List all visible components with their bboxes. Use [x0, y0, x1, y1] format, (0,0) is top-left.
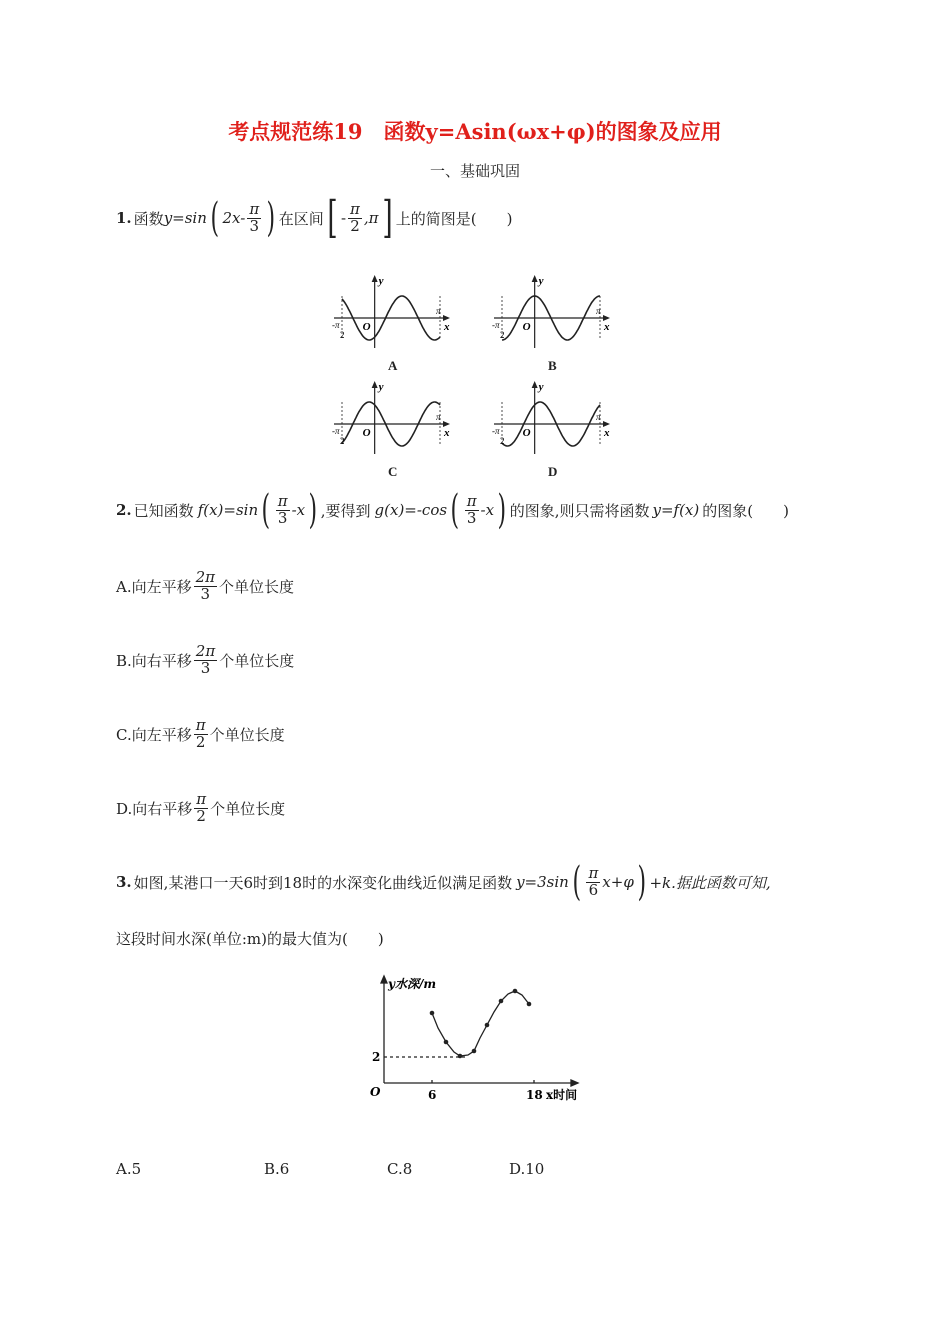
y-tick-label: 2: [372, 1050, 381, 1064]
left-paren: (: [572, 859, 581, 905]
origin-label: O: [362, 427, 371, 439]
q2-text4: 的图象( ): [702, 501, 789, 520]
q3-choice-d[interactable]: D.10: [509, 1160, 545, 1178]
left-tick-den: 2: [500, 436, 505, 446]
y-axis-arrow: [532, 381, 538, 388]
x-axis-label: x时间: [546, 1088, 578, 1102]
data-point: [430, 1011, 435, 1016]
x-tick-label-6: 6: [428, 1088, 437, 1102]
left-bracket: [: [327, 192, 338, 243]
q1-graph-label: A: [388, 358, 398, 373]
q2-yf: y=f(x): [652, 501, 700, 519]
q2-option-a[interactable]: A.向左平移 $\frac{2\pi}{3}$ 个单位长度: [116, 568, 295, 603]
data-point: [444, 1040, 449, 1045]
q1-inner: 2x-: [222, 209, 246, 227]
origin-label: O: [522, 321, 531, 333]
minus-sign: -: [340, 209, 347, 227]
x-tick-label-18: 18: [526, 1088, 543, 1102]
q3-graph: [360, 968, 590, 1108]
y-label: y: [538, 275, 544, 287]
right-tick: π: [596, 412, 601, 422]
q1-text-after: 上的简图是( ): [395, 209, 513, 228]
q3-choice-b[interactable]: B.6: [264, 1160, 290, 1178]
q2-fx: -x: [291, 501, 306, 519]
q3-fx: x+φ: [602, 873, 634, 891]
question-number: 1.: [116, 209, 132, 227]
q3-line2: 这段时间水深(单位:m)的最大值为( ): [116, 930, 384, 948]
left-tick-den: 2: [340, 436, 345, 446]
y-label: y: [378, 381, 384, 393]
q1-graph-label: D: [548, 464, 558, 479]
page-title: 考点规范练19 函数y=Asin(ωx+φ)的图象及应用: [228, 119, 722, 144]
y-label: y: [538, 381, 544, 393]
origin-label: O: [370, 1085, 381, 1099]
x-label: x: [444, 321, 450, 333]
question-2: [116, 487, 789, 533]
q1-text-mid: 在区间: [278, 209, 324, 228]
question-3: [116, 859, 771, 905]
question-number: 2.: [116, 501, 132, 519]
y-axis-arrow: [381, 976, 387, 983]
q1-graph-a: [330, 272, 455, 354]
question-number: 3.: [116, 873, 132, 891]
left-tick-num: -π: [332, 426, 340, 436]
fraction: $\frac{\pi}{3}$: [249, 199, 260, 235]
x-label: x: [604, 427, 610, 439]
left-tick-num: -π: [492, 426, 500, 436]
left-paren: (: [210, 195, 219, 241]
y-axis-label: y水深/m: [388, 977, 437, 991]
fraction: $\frac{\pi}{2}$: [350, 199, 360, 235]
right-bracket: ]: [381, 192, 393, 243]
data-point: [485, 1023, 490, 1028]
fraction: $\frac{\pi}{3}$: [466, 491, 477, 527]
data-point: [472, 1049, 477, 1054]
origin-label: O: [362, 321, 371, 333]
q3-text2: +k.据此函数可知,: [649, 873, 771, 892]
left-tick-num: -π: [492, 320, 500, 330]
fraction: $\frac{\pi}{3}$: [277, 491, 288, 527]
q1-graph-c: [330, 378, 455, 460]
right-paren: ): [497, 487, 507, 533]
question-1: [116, 192, 513, 243]
data-point: [527, 1002, 532, 1007]
fraction: $\frac{\pi}{6}$: [588, 863, 599, 899]
interval-right: ,π: [363, 209, 379, 227]
right-tick: π: [436, 306, 441, 316]
q2-option-c[interactable]: C.向左平移 $\frac{\pi}{2}$ 个单位长度: [116, 716, 285, 751]
left-tick-den: 2: [340, 330, 345, 340]
y-axis-arrow: [372, 381, 378, 388]
data-point: [499, 999, 504, 1004]
data-point: [513, 989, 518, 994]
left-paren: (: [450, 487, 460, 533]
q3-text: 如图,某港口一天6时到18时的水深变化曲线近似满足函数: [133, 873, 513, 892]
data-points: [430, 989, 532, 1059]
q1-function: y=sin: [163, 209, 207, 227]
q2-text2: ,要得到: [320, 501, 371, 520]
origin-label: O: [522, 427, 531, 439]
x-label: x: [604, 321, 610, 333]
y-axis-arrow: [372, 275, 378, 282]
left-paren: (: [261, 487, 271, 533]
right-paren: ): [637, 859, 646, 905]
q1-text: 函数: [133, 209, 164, 228]
q2-gx: -x: [480, 501, 495, 519]
q3-choice-a[interactable]: A.5: [116, 1160, 142, 1178]
right-paren: ): [308, 487, 318, 533]
right-paren: ): [266, 195, 276, 241]
left-tick-num: -π: [332, 320, 340, 330]
q2-f: f(x)=sin: [197, 501, 259, 519]
q2-g: g(x)=-cos: [374, 501, 448, 519]
left-tick-den: 2: [500, 330, 505, 340]
q3-choice-c[interactable]: C.8: [387, 1160, 413, 1178]
section-heading: 一、基础巩固: [429, 162, 520, 180]
right-tick: π: [596, 306, 601, 316]
q2-text: 已知函数: [133, 501, 194, 520]
q1-graph-b: [490, 272, 615, 354]
y-axis-arrow: [532, 275, 538, 282]
q1-graph-d: [490, 378, 615, 460]
y-label: y: [378, 275, 384, 287]
q2-option-b[interactable]: B.向右平移 $\frac{2\pi}{3}$ 个单位长度: [116, 642, 295, 677]
x-label: x: [444, 427, 450, 439]
right-tick: π: [436, 412, 441, 422]
data-point: [458, 1054, 463, 1059]
x-axis-arrow: [571, 1080, 578, 1086]
q2-option-d[interactable]: D.向右平移 $\frac{\pi}{2}$ 个单位长度: [116, 790, 286, 825]
water-depth-curve: [432, 991, 529, 1056]
q3-func: y=3sin: [516, 873, 569, 891]
q1-graph-label: C: [388, 464, 398, 479]
q2-text3: 的图象,则只需将函数: [509, 501, 650, 520]
q1-graph-label: B: [548, 358, 557, 373]
